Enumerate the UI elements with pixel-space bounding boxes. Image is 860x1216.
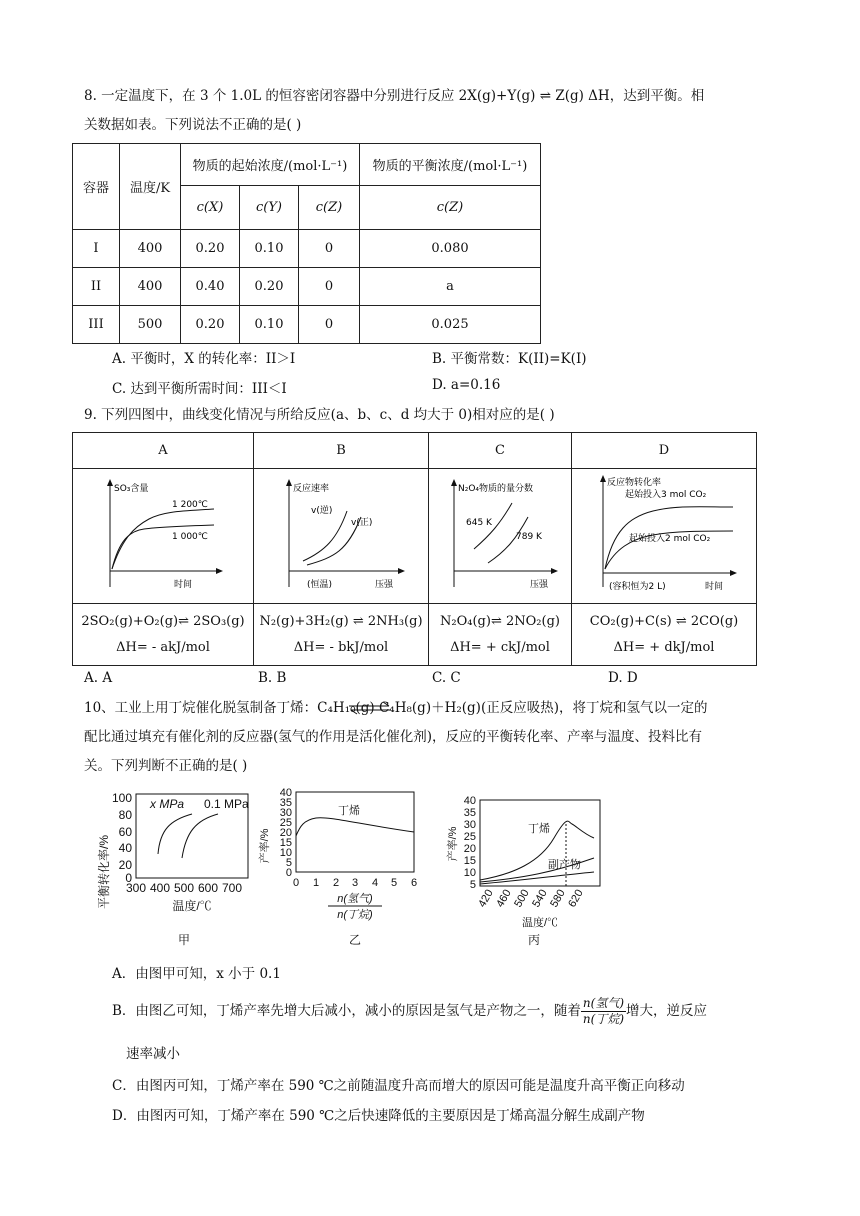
q10-stem-line2: 配比通过填充有催化剂的反应器(氢气的作用是活化催化剂)，反应的平衡转化率、产率与温度、投料比有 — [84, 729, 703, 745]
q10-option-b-text2: 增大，逆反应 — [626, 1003, 708, 1019]
q8-option-d[interactable]: D. a=0.16 — [432, 377, 501, 393]
q8-option-a[interactable]: A. 平衡时，X 的转化率：II＞I — [112, 351, 296, 367]
fig1-tick-x: 700 — [221, 881, 243, 895]
fig2-tick-y: 0 — [285, 867, 292, 879]
fig3-caption: 丙 — [527, 933, 541, 947]
q9-option-a[interactable]: A. A — [84, 670, 113, 686]
th-cz: c(Z) — [299, 186, 360, 230]
graph-a-xlabel: 时间 — [174, 580, 193, 590]
fig1-tick-x: 300 — [125, 881, 147, 895]
fig1-tick-x: 400 — [149, 881, 171, 895]
reaction-b-dh: ΔH= - bkJ/mol — [293, 639, 389, 655]
cell-id: III — [73, 306, 120, 344]
q8-stem-line1: 8. 一定温度下，在 3 个 1.0L 的恒容密闭容器中分别进行反应 2X(g)+Y(g) ⇌ Z(g) ΔH，达到平衡。相 — [84, 88, 705, 104]
cell-temp: 400 — [120, 230, 181, 268]
reaction-c — [429, 604, 572, 666]
cell-z: 0 — [299, 306, 360, 344]
fig2-series1: 丁烯 — [338, 805, 360, 817]
q10-option-b-text1: B．由图乙可知，丁烯产率先增大后减小，减小的原因是氢气是产物之一，随着 — [112, 1003, 581, 1019]
fig3-series1: 丁烯 — [528, 823, 550, 835]
fig2-tick-x: 2 — [332, 877, 340, 889]
fig3-tick-x: 420 — [476, 887, 496, 910]
reversible-arrow-icon — [345, 700, 395, 716]
fig2-xnum: n(氢气) — [337, 893, 373, 905]
reaction-a — [73, 604, 254, 666]
head-b: B — [254, 433, 429, 469]
head-c: C — [429, 433, 572, 469]
fig2-tick-y: 15 — [279, 837, 292, 849]
fig2-tick-y: 40 — [279, 787, 292, 799]
cell-id: II — [73, 268, 120, 306]
fig1-tick-y: 40 — [118, 841, 132, 855]
graph-c-curve2: 789 K — [516, 532, 542, 542]
q8-option-c[interactable]: C. 达到平衡所需时间：III＜I — [112, 381, 287, 397]
fig3-tick-y: 40 — [463, 795, 476, 807]
reaction-d-eq: CO₂(g)+C(s) ⇌ 2CO(g) — [589, 613, 739, 629]
q10-option-b[interactable] — [112, 996, 707, 1027]
graph-d-curve1: 起始投入3 mol CO₂ — [625, 490, 707, 500]
reaction-a-dh: ΔH= - akJ/mol — [116, 639, 210, 655]
q10-option-c[interactable]: C．由图丙可知，丁烯产率在 590 ℃之前随温度升高而增大的原因可能是温度升高平衡正向移动 — [112, 1078, 685, 1094]
q10-stem-line1: 10、工业上用丁烷催化脱氢制备丁烯：C₄H₁₀(g) C₄H₈(g)＋H₂(g)(正反应吸热)，将丁烷和氢气以一定的 — [84, 700, 708, 716]
cell-y: 0.10 — [240, 306, 299, 344]
reaction-d — [572, 604, 757, 666]
head-a: A — [73, 433, 254, 469]
q8-option-b[interactable]: B. 平衡常数：K(II)=K(I) — [432, 351, 587, 367]
graph-c-xlabel: 压强 — [530, 580, 549, 590]
fig2-tick-y: 35 — [279, 797, 292, 809]
graph-d-svg — [573, 469, 755, 599]
fig2-ylabel: 产率/% — [259, 828, 271, 864]
th-cz-eq: c(Z) — [360, 186, 541, 230]
cell-x: 0.40 — [181, 268, 240, 306]
figure-bing — [444, 794, 614, 952]
cell-temp: 500 — [120, 306, 181, 344]
graph-c — [429, 469, 572, 604]
cell-temp: 400 — [120, 268, 181, 306]
figure-yi — [258, 786, 422, 952]
fig1-ylabel: 平衡转化率/% — [97, 834, 111, 910]
q9-stem: 9. 下列四图中，曲线变化情况与所给反应(a、b、c、d 均大于 0)相对应的是( ) — [84, 407, 555, 423]
graph-d-ylabel: 反应物转化率 — [607, 478, 662, 488]
q8-stem-line2: 关数据如表。下列说法不正确的是( ) — [84, 117, 302, 133]
fig2-tick-x: 1 — [312, 877, 320, 889]
cell-ze: 0.080 — [360, 230, 541, 268]
q9-option-d[interactable]: D. D — [608, 670, 638, 686]
reaction-c-eq: N₂O₄(g)⇌ 2NO₂(g) — [440, 613, 560, 629]
q10-option-d[interactable]: D．由图丙可知，丁烯产率在 590 ℃之后快速降低的主要原因是丁烯高温分解生成副产物 — [112, 1108, 645, 1124]
fig2-tick-x: 5 — [390, 877, 398, 889]
fig2-tick-y: 10 — [279, 847, 292, 859]
fig2-caption: 乙 — [348, 933, 362, 947]
graph-b-note: (恒温) — [307, 580, 333, 590]
fig3-tick-y: 20 — [463, 843, 476, 855]
graph-a-svg — [74, 469, 252, 599]
graph-b-xlabel: 压强 — [375, 580, 394, 590]
graph-b-curve1: v(逆) — [311, 506, 333, 516]
graph-a-curve1: 1 200℃ — [172, 500, 208, 510]
reaction-b-eq: N₂(g)+3H₂(g) ⇌ 2NH₃(g) — [259, 613, 423, 629]
fig3-tick-x: 460 — [494, 887, 514, 910]
cell-ze: a — [360, 268, 541, 306]
fraction-num: n(氢气) — [582, 996, 625, 1010]
fig3-tick-x: 500 — [512, 887, 532, 910]
fig2-tick-y: 20 — [279, 827, 292, 839]
fig1-xlabel: 温度/℃ — [172, 899, 212, 913]
reaction-d-dh: ΔH= + dkJ/mol — [613, 639, 715, 655]
cell-x: 0.20 — [181, 306, 240, 344]
cell-y: 0.20 — [240, 268, 299, 306]
fig3-series2: 副产物 — [548, 859, 581, 871]
fig1-tick-y: 60 — [118, 825, 132, 839]
graph-d-curve2: 起始投入2 mol CO₂ — [629, 534, 711, 544]
fig1-series2: 0.1 MPa — [204, 797, 249, 811]
fig1-tick-x: 500 — [173, 881, 195, 895]
fig2-tick-y: 30 — [279, 807, 292, 819]
fig1-tick-y: 0 — [125, 871, 132, 885]
q10-stem-line3: 关。下列判断不正确的是( ) — [84, 758, 248, 774]
table-row — [73, 306, 541, 344]
fig2-tick-x: 4 — [371, 877, 379, 889]
q8-table — [72, 143, 541, 344]
q10-option-b-line2: 速率减小 — [126, 1046, 180, 1062]
graph-b-curve2: v(正) — [351, 518, 373, 528]
graph-d-xlabel: 时间 — [705, 582, 724, 592]
fig1-tick-x: 600 — [197, 881, 219, 895]
fig2-tick-x: 6 — [410, 877, 418, 889]
reaction-c-dh: ΔH= + ckJ/mol — [450, 639, 550, 655]
fig3-tick-x: 580 — [548, 887, 568, 910]
graph-c-ylabel: N₂O₄物质的量分数 — [458, 484, 534, 494]
q9-option-c[interactable]: C. C — [432, 670, 461, 686]
head-d: D — [572, 433, 757, 469]
th-container: 容器 — [73, 144, 120, 230]
graph-c-curve1: 645 K — [466, 518, 492, 528]
th-cy: c(Y) — [240, 186, 299, 230]
th-equil: 物质的平衡浓度/(mol·L⁻¹) — [360, 144, 541, 186]
graph-a-ylabel: SO₃含量 — [114, 484, 149, 494]
graph-c-svg — [430, 469, 570, 599]
graph-d — [572, 469, 757, 604]
fig3-tick-y: 35 — [463, 807, 476, 819]
fig3-tick-y: 25 — [463, 831, 476, 843]
cell-z: 0 — [299, 268, 360, 306]
fig2-xden: n(丁烷) — [337, 909, 373, 921]
fig1-caption: 甲 — [177, 933, 191, 947]
fig3-tick-y: 30 — [463, 819, 476, 831]
fig1-series1: x MPa — [150, 797, 185, 811]
graph-b — [254, 469, 429, 604]
reaction-a-eq: 2SO₂(g)+O₂(g)⇌ 2SO₃(g) — [81, 613, 245, 629]
fig2-tick-x: 3 — [351, 877, 359, 889]
fig3-tick-y: 10 — [463, 867, 476, 879]
fig2-tick-y: 25 — [279, 817, 292, 829]
graph-a-curve2: 1 000℃ — [172, 532, 208, 542]
cell-id: I — [73, 230, 120, 268]
fig2-tick-y: 5 — [285, 857, 292, 869]
fig3-tick-y: 5 — [469, 879, 476, 891]
th-temp: 温度/K — [120, 144, 181, 230]
fig3-tick-y: 15 — [463, 855, 476, 867]
fig3-tick-x: 620 — [566, 887, 586, 910]
fig3-tick-x: 540 — [530, 887, 550, 910]
fig3-ylabel: 产率/% — [447, 826, 459, 862]
fig1-tick-y: 100 — [111, 791, 132, 805]
cell-z: 0 — [299, 230, 360, 268]
table-row — [73, 230, 541, 268]
fig1-tick-y: 20 — [118, 858, 132, 872]
figure-jia — [96, 786, 256, 952]
q10-option-a[interactable]: A．由图甲可知，x 小于 0.1 — [112, 966, 281, 982]
fraction — [581, 996, 626, 1027]
fig3-xlabel: 温度/℃ — [521, 917, 559, 929]
fig2-tick-x: 0 — [292, 877, 300, 889]
cell-y: 0.10 — [240, 230, 299, 268]
graph-b-svg — [255, 469, 427, 599]
table-row — [73, 268, 541, 306]
graph-d-note: (容积恒为2 L) — [609, 582, 666, 592]
cell-x: 0.20 — [181, 230, 240, 268]
reaction-b — [254, 604, 429, 666]
fraction-den: n(丁烷) — [582, 1012, 625, 1026]
th-initial: 物质的起始浓度/(mol·L⁻¹) — [181, 144, 360, 186]
q9-option-b[interactable]: B. B — [258, 670, 287, 686]
q9-table — [72, 432, 757, 666]
cell-ze: 0.025 — [360, 306, 541, 344]
th-cx: c(X) — [181, 186, 240, 230]
graph-a — [73, 469, 254, 604]
graph-b-ylabel: 反应速率 — [293, 484, 330, 494]
fig1-tick-y: 80 — [118, 808, 132, 822]
